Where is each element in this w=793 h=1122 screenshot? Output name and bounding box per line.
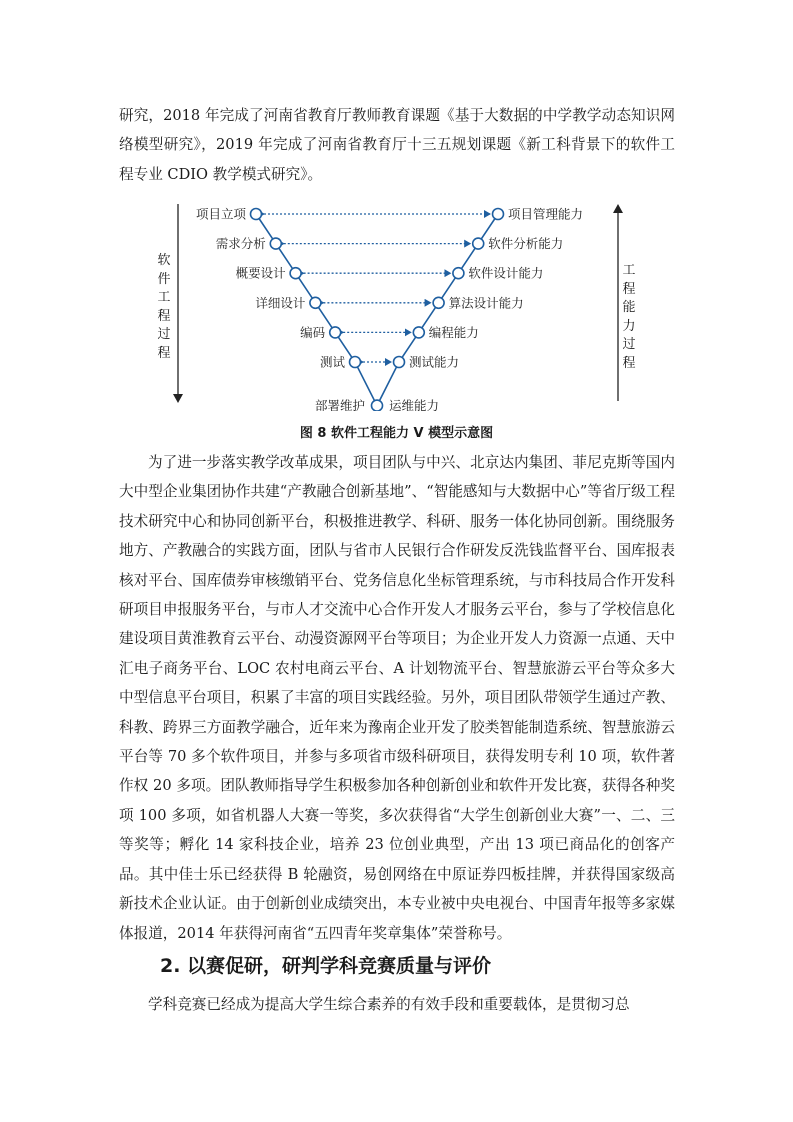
right-node-2 (473, 238, 484, 249)
left-stage-label-5: 编码 (300, 324, 326, 340)
left-node-5 (330, 327, 341, 338)
right-stage-label-1: 项目管理能力 (508, 206, 584, 222)
left-node-1 (251, 209, 262, 220)
right-node-6 (394, 357, 405, 368)
left-axis-label: 软件工程过程 (157, 253, 171, 361)
paragraph-competition: 学科竞赛已经成为提高大学生综合素养的有效手段和重要载体，是贯彻习总 (148, 996, 630, 1013)
section-heading: 2. 以赛促研，研判学科竞赛质量与评价 (160, 955, 492, 977)
right-axis-label: 工程能力过程 (622, 263, 636, 371)
paragraph-intro: 研究，2018 年完成了河南省教育厅教师教育课题《基于大数据的中学教学动态知识网络模型研究》，2019 年完成了河南省教育厅十三五规划课题《新工科背景下的软件工程专业 CDIO 教学模式研究》。 (119, 107, 675, 183)
right-stage-label-6: 测试能力 (409, 354, 460, 370)
left-stage-label-6: 测试 (319, 354, 345, 370)
left-stage-label-3: 概要设计 (235, 265, 286, 281)
right-node-1 (493, 209, 504, 220)
figure-caption: 图 8 软件工程能力 V 模型示意图 (299, 426, 494, 441)
left-stage-label-7: 部署维护 (314, 398, 365, 411)
left-node-4 (310, 297, 321, 308)
left-stage-label-2: 需求分析 (215, 236, 266, 252)
right-stage-label-2: 软件分析能力 (488, 236, 564, 252)
v-model-diagram (150, 196, 650, 411)
left-stage-label-4: 详细设计 (255, 295, 306, 311)
right-node-5 (413, 327, 424, 338)
right-stage-label-5: 编程能力 (428, 324, 479, 340)
left-stage-label-1: 项目立项 (195, 206, 246, 222)
left-node-2 (270, 238, 281, 249)
v-model-figure (150, 196, 650, 411)
paragraph-practice: 为了进一步落实教学改革成果，项目团队与中兴、北京达内集团、菲尼克斯等国内大中型企业集团协作共建“产教融合创新基地”、“智能感知与大数据中心”等省厅级工程技术研究中心和协同创新平台，积极推进教学、科研、服务一体化协同创新。围绕服务地方、产教融合的实践方面，团队与省市人民银行合作研发反洗钱监督平台、国库报表核对平台、国库债券审核缴销平台、党务信息化坐标管理系统，与市科技局合作开发科研项目申报服务平台，与市人才交流中心合作开发人才服务云平台，参与了学校信息化建设项目黄淮教育云平台、动漫资源网平台等项目；为企业开发人力资源一点通、天中汇电子商务平台、LOC 农村电商云平台、A 计划物流平台、智慧旅游云平台等众多大中型信息平台项目，积累了丰富的项目实践经验。另外，项目团队带领学生通过产教、科教、跨界三方面教学融合，近年来为豫南企业开发了胶类智能制造系统、智慧旅游云平台等 70 多个软件项目，并参与多项省市级科研项目，获得发明专利 10 项，软件著作权 20 多项。团队教师指导学生积极参加各种创新创业和软件开发比赛，获得各种奖项 100 多项，如省机器人大赛一等奖，多次获得省“大学生创新创业大赛”一、二、三等奖等；孵化 14 家科技企业，培养 23 位创业典型，产出 13 项已商品化的创客产品。其中佳士乐已经获得 B 轮融资，易创网络在中原证券四板挂牌，并获得国家级高新技术企业认证。由于创新创业成绩突出，本专业被中央电视台、中国青年报等多家媒体报道，2014 年获得河南省“五四青年奖章集体”荣誉称号。 (119, 454, 675, 942)
right-node-4 (433, 297, 444, 308)
right-stage-label-4: 算法设计能力 (448, 295, 524, 311)
right-stage-label-3: 软件设计能力 (468, 265, 544, 281)
left-node-3 (290, 268, 301, 279)
right-stage-label-7: 运维能力 (389, 398, 440, 411)
left-node-6 (350, 357, 361, 368)
right-node-3 (453, 268, 464, 279)
v-bottom-node (372, 400, 383, 411)
